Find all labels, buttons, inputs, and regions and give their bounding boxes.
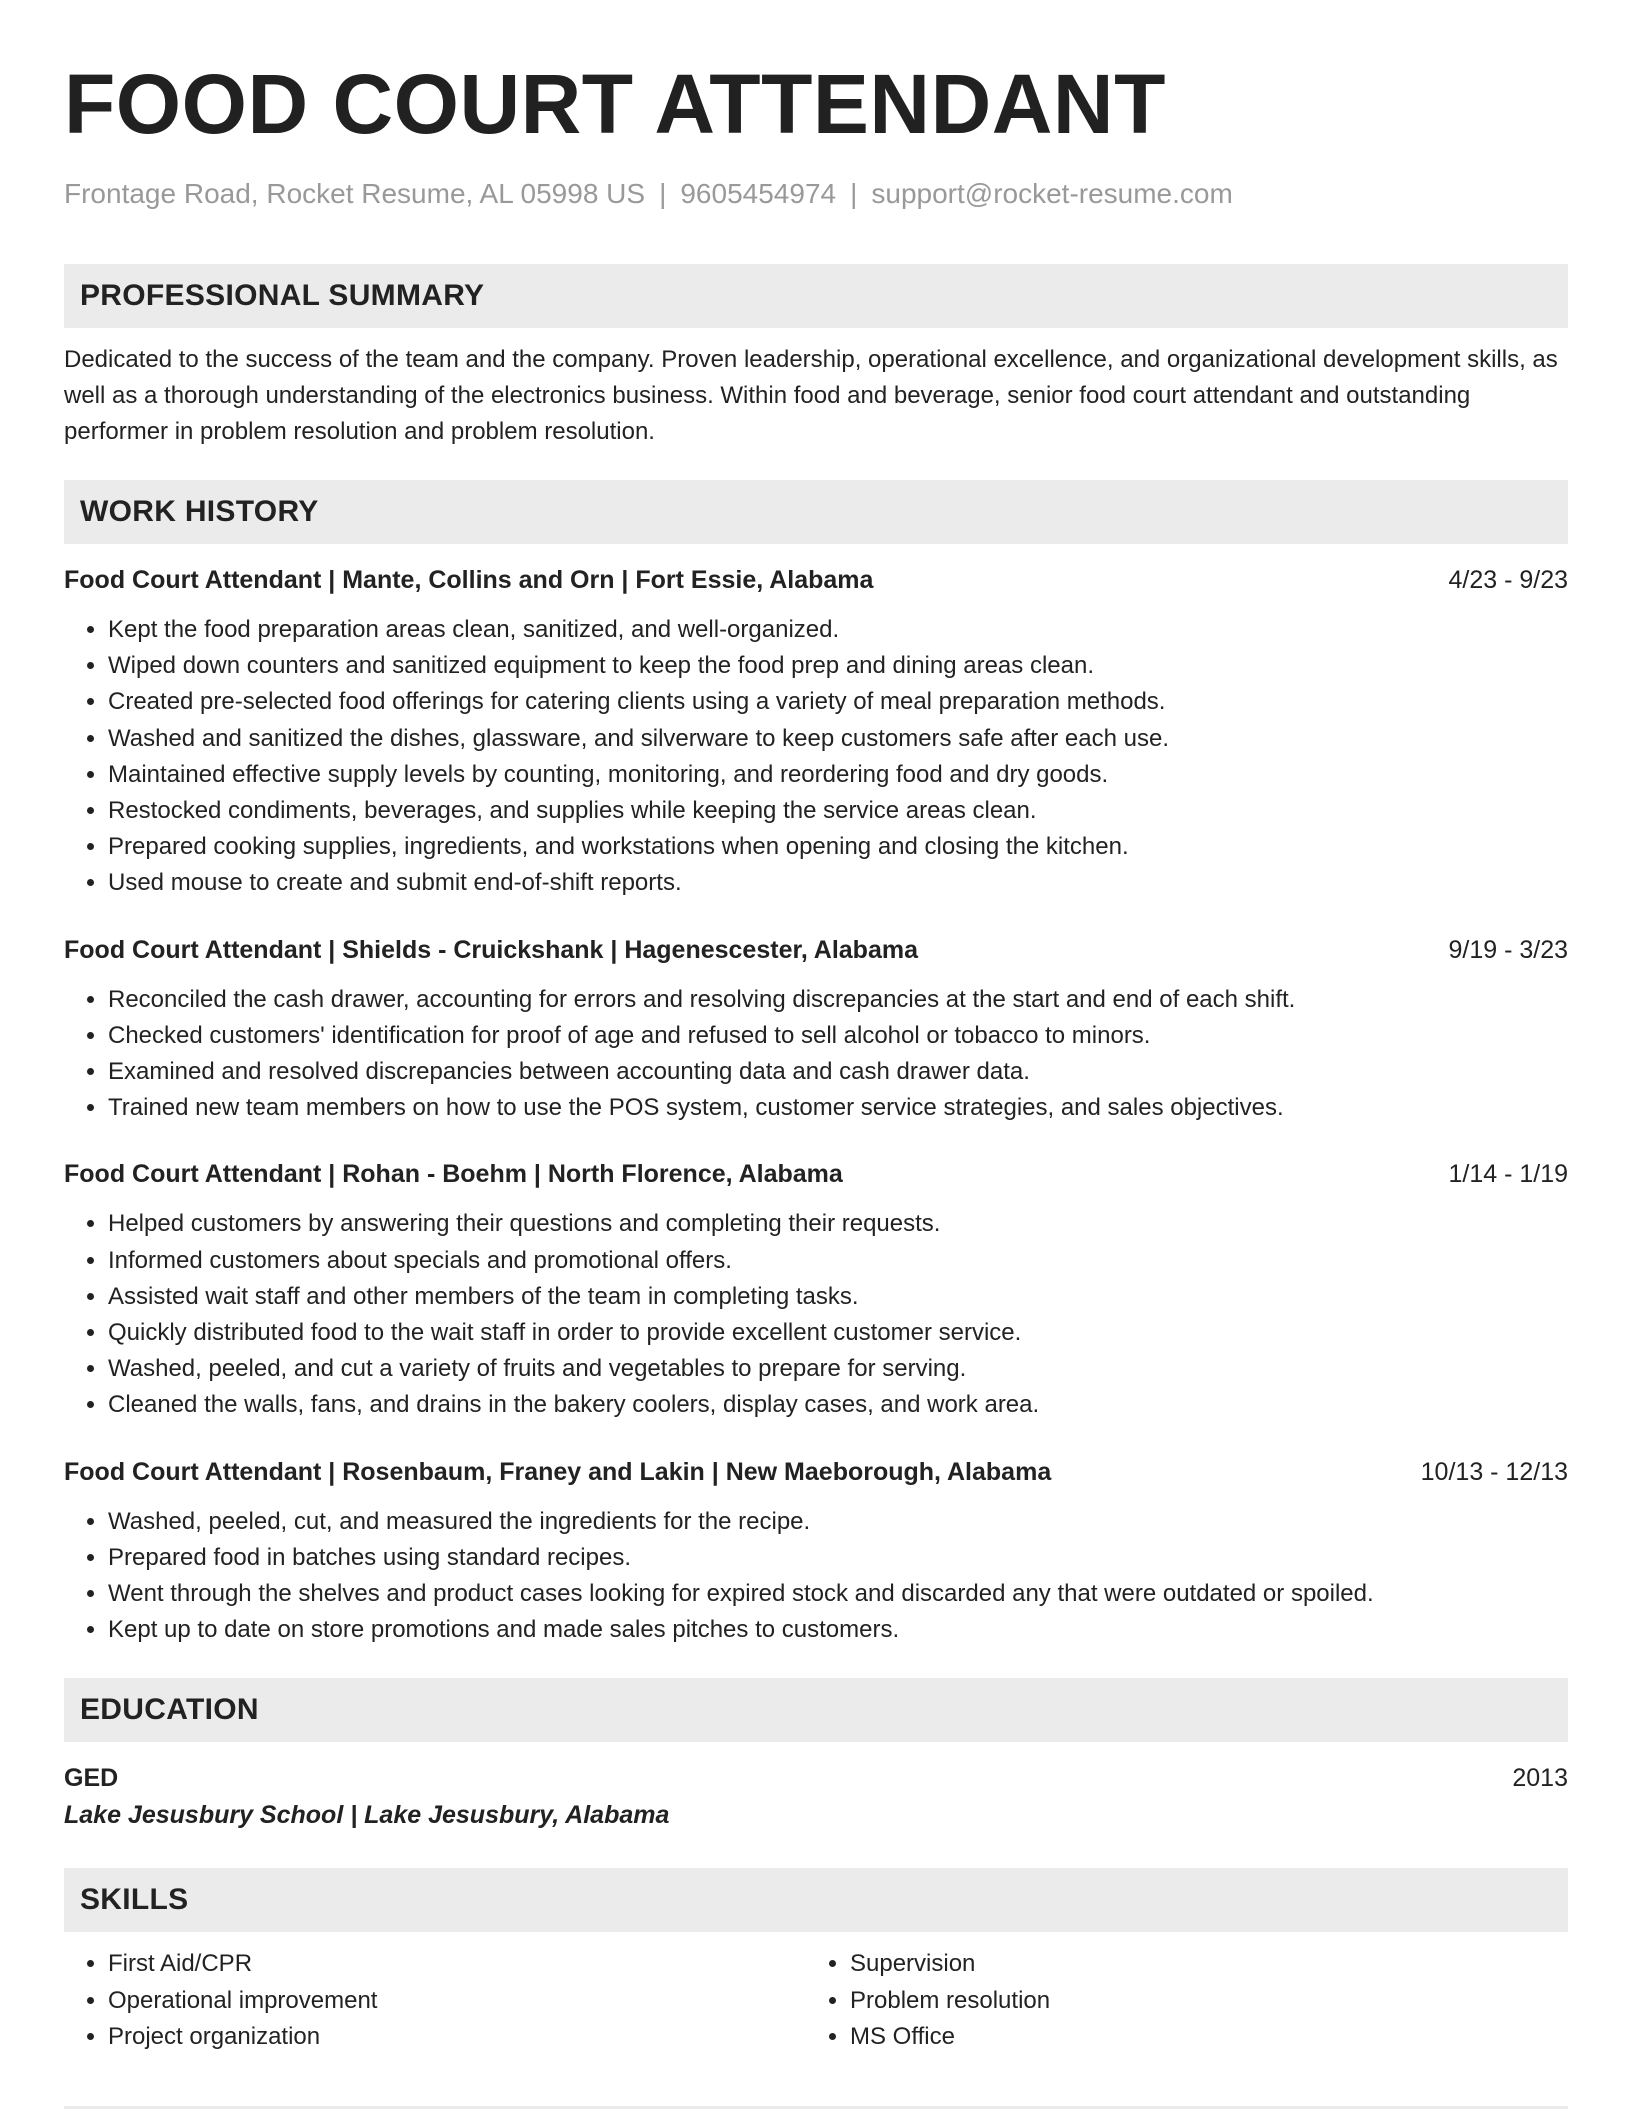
job-bullet: • Maintained effective supply levels by counting, monitoring, and reordering food and dry goods. xyxy=(108,757,1568,793)
job-bullet: • Assisted wait staff and other members of the team in completing tasks. xyxy=(108,1279,1568,1315)
job-bullet: • Washed, peeled, and cut a variety of fruits and vegetables to prepare for serving. xyxy=(108,1351,1568,1387)
skills-column-left xyxy=(64,1946,806,2055)
education-header xyxy=(64,1760,1568,1796)
skills-column-right xyxy=(806,1946,1548,2055)
skill-item: • Supervision xyxy=(850,1946,1548,1982)
job-bullet: • Went through the shelves and product cases looking for expired stock and discarded any that were outdated or spoiled. xyxy=(108,1576,1568,1612)
job-bullet: • Trained new team members on how to use the POS system, customer service strategies, and sales objectives. xyxy=(108,1090,1568,1126)
skill-item: • Project organization xyxy=(108,2019,806,2055)
job-header xyxy=(64,562,1568,598)
job-bullet: • Checked customers' identification for proof of age and refused to sell alcohol or tobacco to minors. xyxy=(108,1018,1568,1054)
job-title: Food Court Attendant | Mante, Collins and Orn | Fort Essie, Alabama xyxy=(64,566,874,594)
job-header xyxy=(64,1454,1568,1490)
summary-text: Dedicated to the success of the team and the company. Proven leadership, operational excellence, and organizational development skills, as well as a thorough understanding of the electronics business. Within food and beverage, senior food court attendant and outstanding performer in problem resolution and problem resolution. xyxy=(64,346,1558,445)
education-year: 2013 xyxy=(1512,1764,1568,1793)
skill-item: • First Aid/CPR xyxy=(108,1946,806,1982)
bottom-divider xyxy=(64,2106,1568,2109)
job-dates: 4/23 - 9/23 xyxy=(1448,566,1568,594)
education-school: Lake Jesusbury School | Lake Jesusbury, Alabama xyxy=(64,1801,670,1830)
job-bullet: • Washed and sanitized the dishes, glassware, and silverware to keep customers safe after each use. xyxy=(108,721,1568,757)
job-entry xyxy=(64,932,1568,1127)
contact-separator: | xyxy=(850,178,858,209)
job-bullet-list xyxy=(64,1206,1568,1423)
job-header xyxy=(64,1156,1568,1192)
job-entry xyxy=(64,1454,1568,1649)
job-bullet: • Quickly distributed food to the wait staff in order to provide excellent customer service. xyxy=(108,1315,1568,1351)
job-bullet-list xyxy=(64,982,1568,1127)
job-bullet: • Reconciled the cash drawer, accounting for errors and resolving discrepancies at the start and end of each shift. xyxy=(108,982,1568,1018)
job-header xyxy=(64,932,1568,968)
job-entry xyxy=(64,562,1568,902)
skills-grid xyxy=(64,1946,1568,2055)
section-heading-skills: SKILLS xyxy=(64,1868,1568,1932)
job-bullet: • Wiped down counters and sanitized equipment to keep the food prep and dining areas clean. xyxy=(108,648,1568,684)
job-entry xyxy=(64,1156,1568,1423)
job-bullet: • Prepared cooking supplies, ingredients, and workstations when opening and closing the kitchen. xyxy=(108,829,1568,865)
skill-item: • MS Office xyxy=(850,2019,1548,2055)
job-bullet: • Kept the food preparation areas clean, sanitized, and well-organized. xyxy=(108,612,1568,648)
job-bullet: • Examined and resolved discrepancies between accounting data and cash drawer data. xyxy=(108,1054,1568,1090)
job-title: Food Court Attendant | Rosenbaum, Franey and Lakin | New Maeborough, Alabama xyxy=(64,1457,1052,1486)
job-bullet-list xyxy=(64,612,1568,902)
job-bullet: • Informed customers about specials and promotional offers. xyxy=(108,1243,1568,1279)
skill-item: • Problem resolution xyxy=(850,1983,1548,2019)
job-bullet: • Washed, peeled, cut, and measured the ingredients for the recipe. xyxy=(108,1504,1568,1540)
job-bullet: • Helped customers by answering their questions and completing their requests. xyxy=(108,1206,1568,1242)
candidate-name: FOOD COURT ATTENDANT xyxy=(64,57,1166,151)
contact-line xyxy=(64,174,1568,214)
job-dates: 1/14 - 1/19 xyxy=(1448,1160,1568,1189)
job-title: Food Court Attendant | Shields - Cruickshank | Hagenescester, Alabama xyxy=(64,935,918,964)
resume-page xyxy=(64,0,1568,2055)
job-title: Food Court Attendant | Rohan - Boehm | North Florence, Alabama xyxy=(64,1160,843,1189)
section-heading-work-history: WORK HISTORY xyxy=(64,480,1568,544)
skill-item: • Operational improvement xyxy=(108,1983,806,2019)
job-bullet: • Cleaned the walls, fans, and drains in the bakery coolers, display cases, and work area. xyxy=(108,1387,1568,1423)
job-bullet: • Prepared food in batches using standard recipes. xyxy=(108,1540,1568,1576)
education-degree: GED xyxy=(64,1764,119,1793)
job-bullet: • Kept up to date on store promotions and made sales pitches to customers. xyxy=(108,1612,1568,1648)
job-dates: 10/13 - 12/13 xyxy=(1420,1457,1568,1486)
job-bullet: • Restocked condiments, beverages, and supplies while keeping the service areas clean. xyxy=(108,793,1568,829)
job-bullet-list xyxy=(64,1504,1568,1649)
contact-phone: 9605454974 xyxy=(680,178,837,209)
job-bullet: • Created pre-selected food offerings for catering clients using a variety of meal preparation methods. xyxy=(108,684,1568,720)
section-heading-education: EDUCATION xyxy=(64,1678,1568,1742)
job-dates: 9/19 - 3/23 xyxy=(1448,935,1568,964)
section-heading-summary: PROFESSIONAL SUMMARY xyxy=(64,264,1568,328)
contact-address: Frontage Road, Rocket Resume, AL 05998 US xyxy=(64,178,646,209)
job-bullet: • Used mouse to create and submit end-of-shift reports. xyxy=(108,865,1568,901)
contact-separator: | xyxy=(659,178,667,209)
contact-email: support@rocket-resume.com xyxy=(871,178,1233,209)
